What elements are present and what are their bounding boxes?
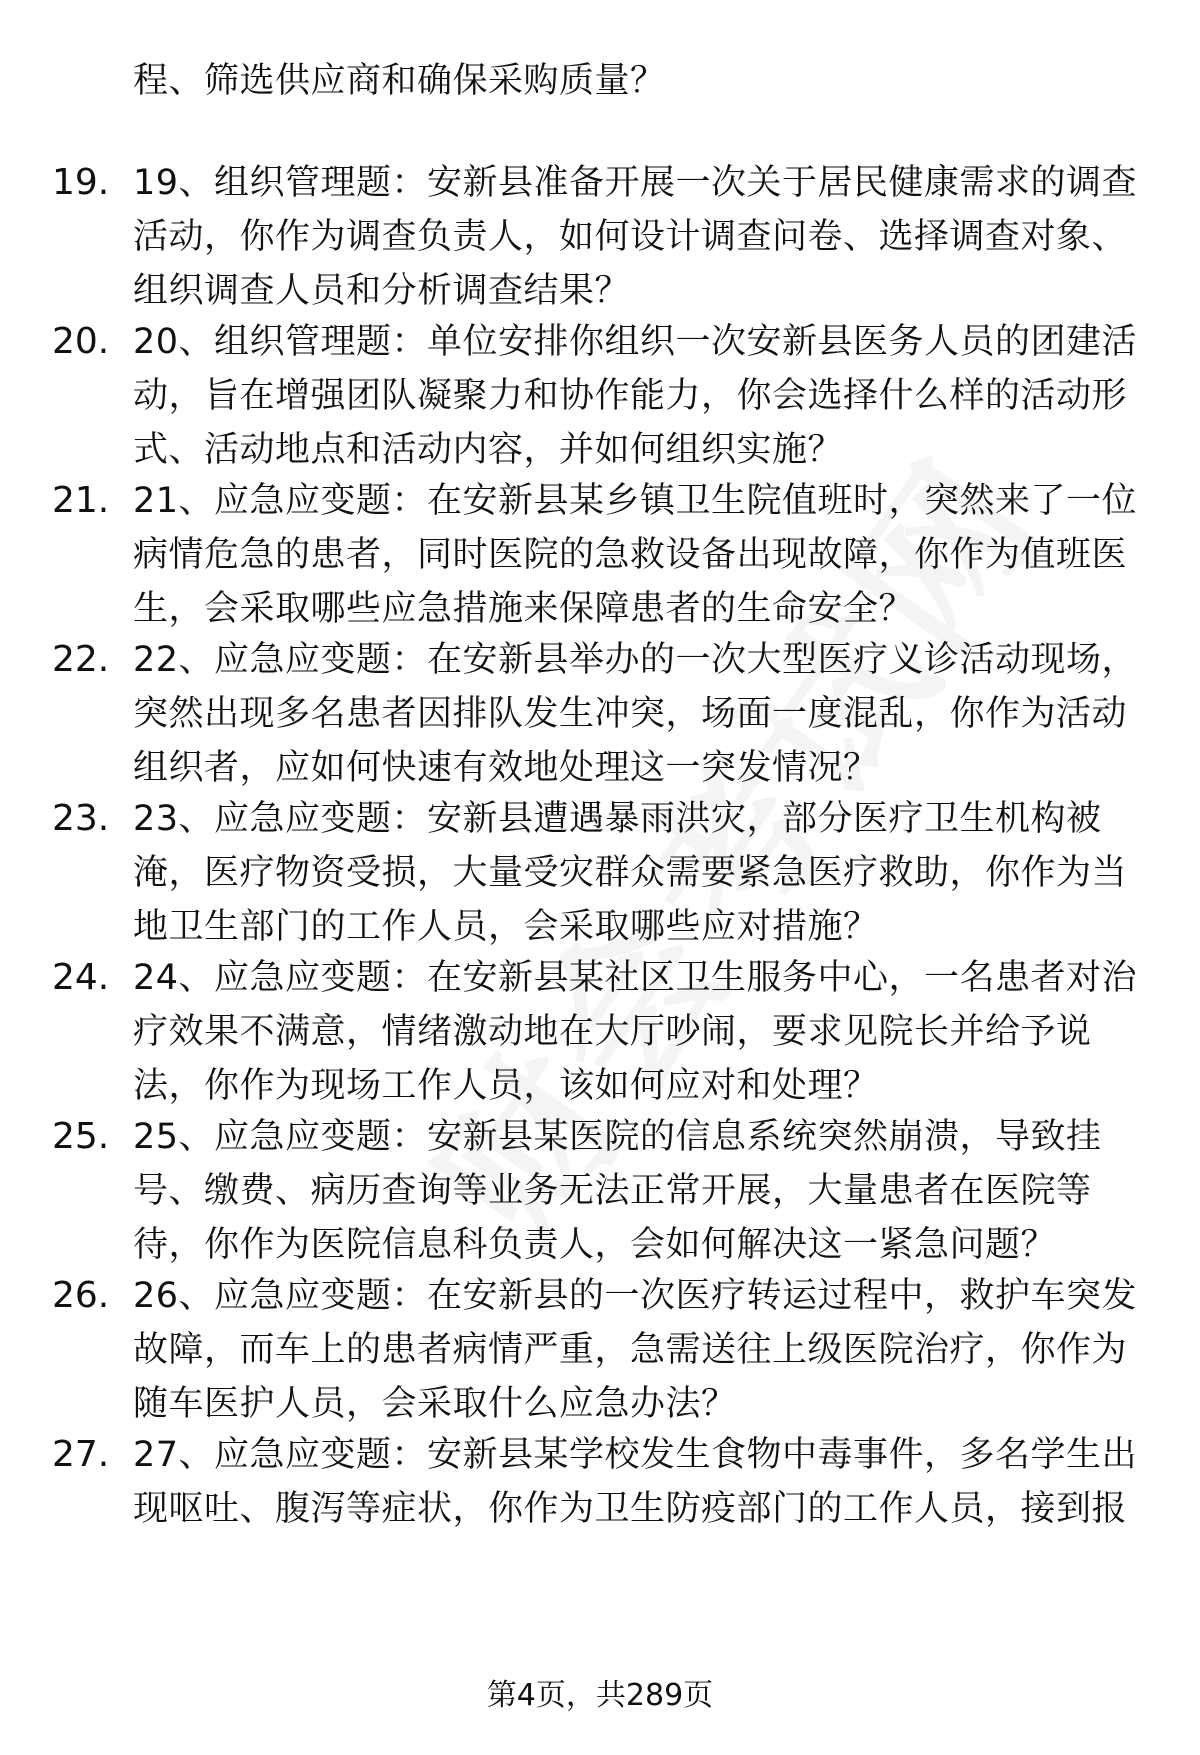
question-number: 20. [52, 321, 110, 362]
question-item [0, 1110, 1200, 1269]
question-item [0, 1269, 1200, 1428]
question-list [0, 156, 1200, 1587]
question-number: 26. [52, 1275, 110, 1316]
question-text-line: 淹，医疗物资受损，大量受灾群众需要紧急医疗救助，你作为当 [133, 853, 1128, 893]
question-text [133, 792, 1143, 954]
question-text-line: 动，旨在增强团队凝聚力和协作能力，你会选择什么样的活动形 [133, 376, 1128, 416]
question-item [0, 315, 1200, 474]
question-text [133, 156, 1143, 318]
question-text-line: 号、缴费、病历查询等业务无法正常开展，大量患者在医院等 [133, 1171, 1092, 1211]
continued-question-text: 程、筛选供应商和确保采购质量？ [133, 61, 666, 101]
question-item [0, 792, 1200, 951]
question-text [133, 951, 1143, 1113]
question-number: 22. [52, 639, 110, 680]
question-text [133, 474, 1143, 636]
question-text-line: 待，你作为医院信息科负责人，会如何解决这一紧急问题？ [133, 1225, 1057, 1265]
question-text-line: 组织调查人员和分析调查结果？ [133, 271, 631, 311]
question-item [0, 1428, 1200, 1587]
question-text-line: 27、应急应变题：安新县某学校发生食物中毒事件，多名学生出 [133, 1435, 1138, 1475]
question-item [0, 633, 1200, 792]
question-number: 21. [52, 480, 110, 521]
question-item [0, 474, 1200, 633]
question-text-line: 19、组织管理题：安新县准备开展一次关于居民健康需求的调查 [133, 163, 1138, 203]
question-text-line: 式、活动地点和活动内容，并如何组织实施？ [133, 430, 844, 470]
question-text-line: 突然出现多名患者因排队发生冲突，场面一度混乱，你作为活动 [133, 694, 1128, 734]
question-number: 25. [52, 1116, 110, 1157]
question-text-line: 疗效果不满意，情绪激动地在大厅吵闹，要求见院长并给予说 [133, 1012, 1092, 1052]
question-text-line: 20、组织管理题：单位安排你组织一次安新县医务人员的团建活 [133, 322, 1138, 362]
question-text-line: 23、应急应变题：安新县遭遇暴雨洪灾，部分医疗卫生机构被 [133, 799, 1102, 839]
question-number: 27. [52, 1434, 110, 1475]
question-text-line: 现呕吐、腹泻等症状，你作为卫生防疫部门的工作人员，接到报 [133, 1489, 1128, 1529]
question-text [133, 1428, 1143, 1536]
question-text-line: 22、应急应变题：在安新县举办的一次大型医疗义诊活动现场， [133, 640, 1138, 680]
question-text-line: 随车医护人员，会采取什么应急办法？ [133, 1384, 737, 1424]
question-text-line: 24、应急应变题：在安新县某社区卫生服务中心，一名患者对治 [133, 958, 1138, 998]
question-text [133, 315, 1143, 477]
question-text-line: 25、应急应变题：安新县某医院的信息系统突然崩溃，导致挂 [133, 1117, 1102, 1157]
question-text-line: 26、应急应变题：在安新县的一次医疗转运过程中，救护车突发 [133, 1276, 1138, 1316]
question-number: 23. [52, 798, 110, 839]
question-number: 19. [52, 162, 110, 203]
question-text-line: 病情危急的患者，同时医院的急救设备出现故障，你作为值班医 [133, 535, 1128, 575]
question-text-line: 生，会采取哪些应急措施来保障患者的生命安全？ [133, 589, 915, 629]
question-item [0, 156, 1200, 315]
question-text-line: 活动，你作为调查负责人，如何设计调查问卷、选择调查对象、 [133, 217, 1128, 257]
page-footer: 第4页，共289页 [486, 1678, 714, 1713]
question-text-line: 故障，而车上的患者病情严重，急需送往上级医院治疗，你作为 [133, 1330, 1128, 1370]
question-text [133, 1110, 1143, 1272]
question-text-line: 法，你作为现场工作人员，该如何应对和处理？ [133, 1066, 879, 1106]
question-text [133, 1269, 1143, 1431]
question-text-line: 组织者，应如何快速有效地处理这一突发情况？ [133, 748, 879, 788]
question-item [0, 951, 1200, 1110]
question-number: 24. [52, 957, 110, 998]
question-text-line: 21、应急应变题：在安新县某乡镇卫生院值班时，突然来了一位 [133, 481, 1138, 521]
question-text [133, 633, 1143, 795]
question-text-line: 地卫生部门的工作人员，会采取哪些应对措施？ [133, 907, 879, 947]
